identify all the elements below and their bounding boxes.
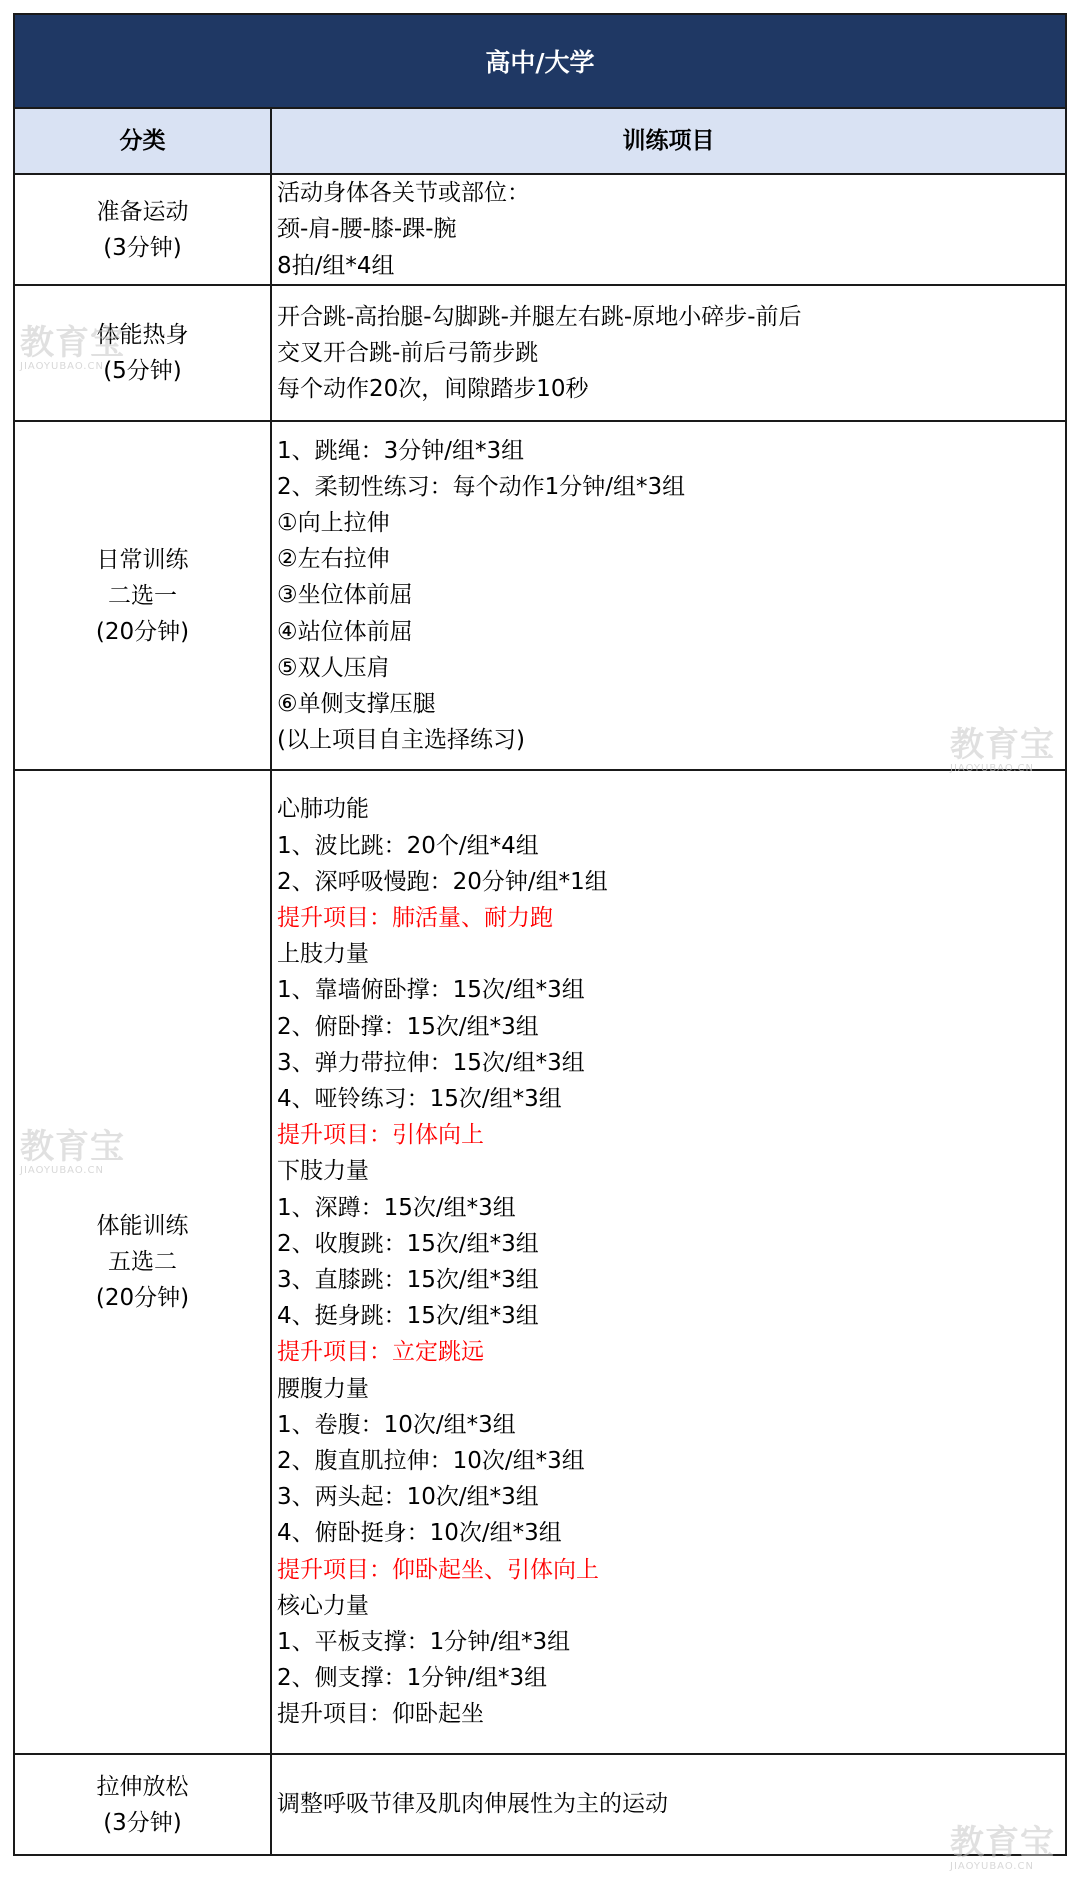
item-line: 1、平板支撑：1分钟/组*3组 (277, 1629, 571, 1656)
item-line: 1、波比跳：20个/组*4组 (277, 832, 539, 859)
upgrade-item-line: 提升项目：肺活量、耐力跑 (277, 904, 553, 931)
item-line: 每个动作20次，间隙踏步10秒 (277, 376, 589, 403)
item-line: 2、腹直肌拉伸：10次/组*3组 (277, 1448, 585, 1475)
category-line: 二选一 (108, 582, 177, 609)
item-line: 心肺功能 (277, 796, 369, 823)
watermark-en: JIAOYUBAO.CN (20, 361, 104, 372)
item-line: 1、靠墙俯卧撑：15次/组*3组 (277, 977, 585, 1004)
item-line: 活动身体各关节或部位： (277, 180, 530, 207)
item-line: (以上项目自主选择练习) (277, 727, 525, 754)
item-line: 3、两头起：10次/组*3组 (277, 1484, 539, 1511)
item-line: 4、俯卧挺身：10次/组*3组 (277, 1520, 562, 1547)
training-table (13, 13, 1067, 1856)
row-fitness-warmup (15, 286, 1065, 422)
header-row (15, 109, 1065, 175)
watermark-en: JIAOYUBAO.CN (950, 1861, 1034, 1872)
header-category: 分类 (15, 109, 272, 173)
items-cell (272, 286, 1065, 420)
category-line: 准备运动 (96, 198, 189, 225)
item-line: 核心力量 (277, 1592, 369, 1619)
category-line: 体能热身 (96, 322, 189, 348)
items-cell (272, 771, 1065, 1753)
watermark-cn: 教育宝 (950, 1823, 1055, 1863)
item-line: 开合跳-高抬腿-勾脚跳-并腿左右跳-原地小碎步-前后 (277, 303, 802, 330)
category-line: (20分钟) (95, 1285, 190, 1311)
watermark-cn: 教育宝 (20, 1127, 125, 1167)
item-line: 1、卷腹：10次/组*3组 (277, 1411, 516, 1438)
item-line: ④站位体前屈 (277, 618, 413, 645)
category-line: 体能训练 (96, 1213, 189, 1239)
item-line: 上肢力量 (277, 941, 369, 968)
items-cell (272, 1755, 1065, 1854)
category-cell (15, 286, 272, 420)
upgrade-item-line: 提升项目：引体向上 (277, 1122, 484, 1149)
item-line: 提升项目：仰卧起坐 (277, 1701, 484, 1728)
category-line: 五选二 (108, 1249, 177, 1275)
category-cell (15, 771, 272, 1753)
category-line: (3分钟) (103, 234, 182, 261)
category-line: (20分钟) (95, 618, 190, 645)
item-line: 3、直膝跳：15次/组*3组 (277, 1267, 539, 1293)
watermark-en: JIAOYUBAO.CN (950, 763, 1034, 774)
item-line: 4、挺身跳：15次/组*3组 (277, 1303, 539, 1330)
item-line: 调整呼吸节律及肌肉伸展性为主的运动 (277, 1791, 668, 1818)
item-line: ③坐位体前屈 (277, 582, 413, 609)
upgrade-item-line: 提升项目：立定跳远 (277, 1339, 484, 1366)
row-daily-training (15, 422, 1065, 771)
item-line: 2、收腹跳：15次/组*3组 (277, 1230, 539, 1257)
row-fitness-training (15, 771, 1065, 1755)
item-line: ⑤双人压肩 (277, 654, 390, 681)
watermark-cn: 教育宝 (20, 323, 125, 363)
watermark-en: JIAOYUBAO.CN (20, 1165, 104, 1176)
item-line: ①向上拉伸 (277, 509, 390, 536)
category-line: (3分钟) (103, 1809, 182, 1836)
item-line: 8拍/组*4组 (277, 252, 395, 279)
row-warmup (15, 175, 1065, 286)
item-line: 2、侧支撑：1分钟/组*3组 (277, 1665, 548, 1692)
item-line: 交叉开合跳-前后弓箭步跳 (277, 339, 539, 366)
category-line: (5分钟) (103, 358, 182, 384)
category-cell (15, 422, 272, 769)
item-line: 4、哑铃练习：15次/组*3组 (277, 1085, 562, 1112)
items-cell (272, 422, 1065, 769)
items-cell (272, 175, 1065, 284)
category-line: 日常训练 (96, 546, 189, 573)
item-line: 1、深蹲：15次/组*3组 (277, 1194, 516, 1221)
item-line: 下肢力量 (277, 1158, 369, 1185)
item-line: 2、深呼吸慢跑：20分钟/组*1组 (277, 868, 608, 895)
item-line: 腰腹力量 (277, 1375, 369, 1402)
item-line: ⑥单侧支撑压腿 (277, 691, 436, 717)
table-title: 高中/大学 (15, 15, 1065, 109)
item-line: 2、俯卧撑：15次/组*3组 (277, 1013, 539, 1040)
category-cell (15, 175, 272, 284)
header-items: 训练项目 (622, 127, 715, 154)
category-cell (15, 1755, 272, 1854)
row-cooldown (15, 1755, 1065, 1854)
item-line: 1、跳绳：3分钟/组*3组 (277, 437, 525, 464)
item-line: 3、弹力带拉伸：15次/组*3组 (277, 1049, 585, 1076)
upgrade-item-line: 提升项目：仰卧起坐、引体向上 (277, 1556, 599, 1583)
watermark-cn: 教育宝 (950, 725, 1055, 765)
item-line: 2、柔韧性练习：每个动作1分钟/组*3组 (277, 473, 686, 500)
item-line: 颈-肩-腰-膝-踝-腕 (277, 216, 457, 243)
item-line: ②左右拉伸 (277, 546, 390, 573)
category-line: 拉伸放松 (96, 1773, 189, 1800)
